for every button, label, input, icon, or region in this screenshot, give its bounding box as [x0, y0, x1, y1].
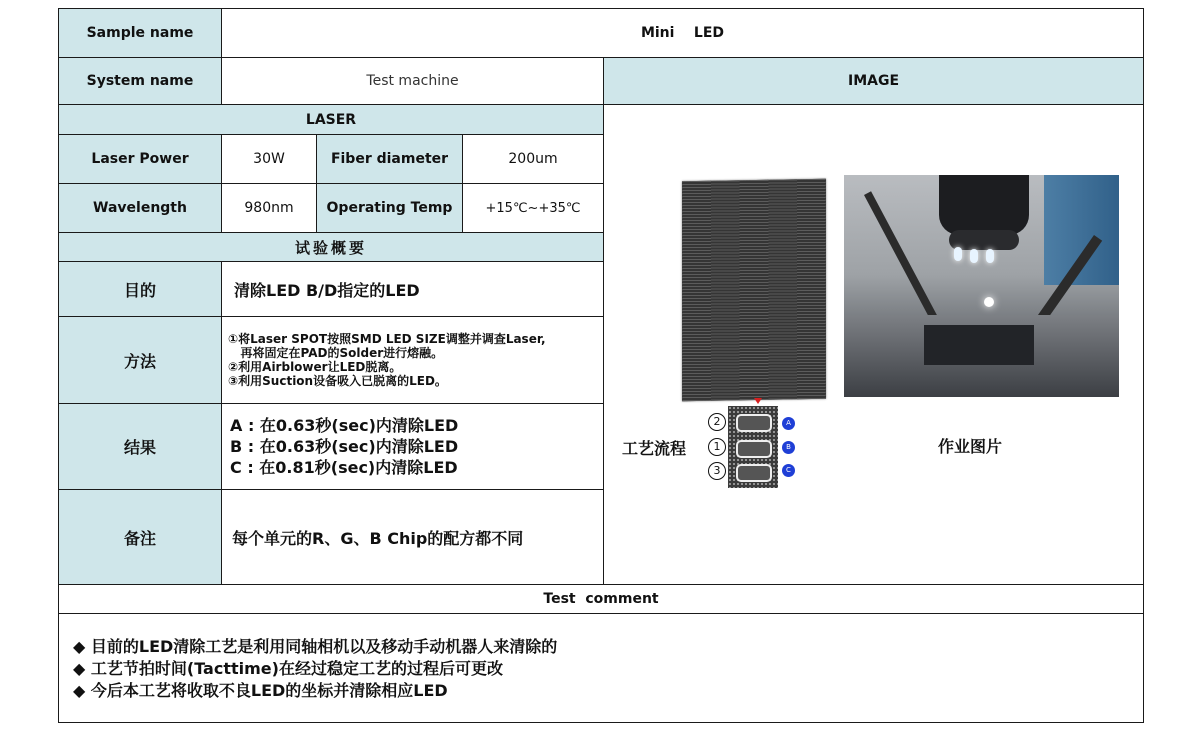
- method-value: [221, 316, 604, 404]
- purpose-label: 目的: [58, 261, 222, 317]
- system-name-value: Test machine: [221, 57, 604, 105]
- result-line: B : 在0.63秒(sec)内清除LED: [230, 437, 459, 456]
- work-photo-image: [844, 175, 1119, 397]
- method-label: 方法: [58, 316, 222, 404]
- note-value: 每个单元的R、G、B Chip的配方都不同: [221, 489, 604, 585]
- comment-item: ◆ 工艺节拍时间(Tacttime)在经过稳定工艺的过程后可更改: [73, 659, 503, 678]
- method-line: ②利用Airblower让LED脱离。: [228, 360, 402, 374]
- image-header: IMAGE: [603, 57, 1144, 105]
- result-line: C : 在0.81秒(sec)内清除LED: [230, 458, 458, 477]
- laser-header: LASER: [58, 104, 604, 135]
- operating-temp-value: +15℃~+35℃: [462, 183, 604, 233]
- bullet-icon: ◆: [73, 681, 86, 700]
- step-number: 2: [708, 413, 726, 431]
- sample-name-label: Sample name: [58, 8, 222, 58]
- operating-temp-label: Operating Temp: [316, 183, 463, 233]
- test-comment-header: Test comment: [58, 584, 1144, 614]
- step-tag: A: [782, 417, 795, 430]
- led-panel-image: [682, 179, 826, 402]
- step-number: 3: [708, 462, 726, 480]
- process-flow-label: 工艺流程: [622, 439, 687, 458]
- fiber-diameter-value: 200um: [462, 134, 604, 184]
- method-line: ③利用Suction设备吸入已脱离的LED。: [228, 374, 447, 388]
- step-number: 1: [708, 438, 726, 456]
- laser-power-value: 30W: [221, 134, 317, 184]
- result-label: 结果: [58, 403, 222, 490]
- laser-power-label: Laser Power: [58, 134, 222, 184]
- sample-name-value: Mini LED: [221, 8, 1144, 58]
- comment-item: ◆ 目前的LED清除工艺是利用同轴相机以及移动手动机器人来清除的: [73, 637, 558, 656]
- result-value: [221, 403, 604, 490]
- overview-header: 试验概要: [58, 232, 604, 262]
- process-diagram: [706, 398, 802, 490]
- work-photo-label: 作业图片: [938, 437, 1003, 456]
- method-line: ①将Laser SPOT按照SMD LED SIZE调整并调查Laser,: [228, 332, 546, 346]
- fiber-diameter-label: Fiber diameter: [316, 134, 463, 184]
- bullet-icon: ◆: [73, 659, 86, 678]
- wavelength-value: 980nm: [221, 183, 317, 233]
- method-line: 再将固定在PAD的Solder进行熔融。: [228, 346, 444, 360]
- step-tag: B: [782, 441, 795, 454]
- wavelength-label: Wavelength: [58, 183, 222, 233]
- step-tag: C: [782, 464, 795, 477]
- bullet-icon: ◆: [73, 637, 86, 656]
- system-name-label: System name: [58, 57, 222, 105]
- comment-item: ◆ 今后本工艺将收取不良LED的坐标并清除相应LED: [73, 681, 448, 700]
- result-line: A : 在0.63秒(sec)内清除LED: [230, 416, 459, 435]
- note-label: 备注: [58, 489, 222, 585]
- test-comment-body: [58, 613, 1144, 723]
- purpose-value: 清除LED B/D指定的LED: [221, 261, 604, 317]
